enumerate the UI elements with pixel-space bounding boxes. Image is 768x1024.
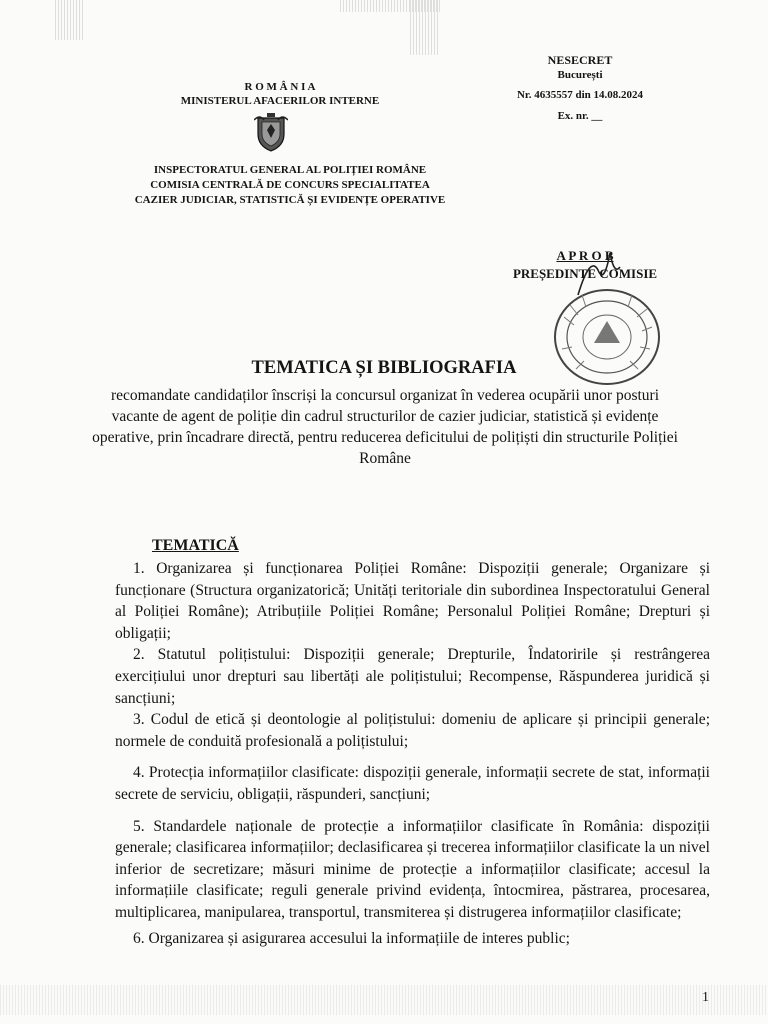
approval-label: A P R O B [556,248,614,263]
scan-artifact [0,985,768,1015]
institution-line: COMISIA CENTRALĂ DE CONCURS SPECIALITATEA [150,179,430,191]
scan-artifact [55,0,85,40]
institution-line: CAZIER JUDICIAR, STATISTICĂ ȘI EVIDENȚE OPERATIVE [134,194,446,206]
country-name: R O M Â N I A [244,81,316,93]
list-item: 6. Organizarea și asigurarea accesului la informațiile de interes public; [133,929,570,947]
registration-number: Nr. 4635557 din 14.08.2024 [516,89,644,101]
list-item: 3. Codul de etică și deontologie al polițistului: domeniu de aplicare și principii generale; normele de conduită profesională a polițistului; [115,711,710,750]
classification-label: NESECRET [547,53,613,67]
institution-block [60,163,520,208]
scan-artifact [340,0,440,12]
document-subtitle: recomandate candidaților înscriși la concursul organizat în vederea ocupării unor posturi vacante de agent de poliție din cadrul structurilor de cazier judiciar, statistică și evidențe operative, prin încadrare directă, pentru reducerea deficitului de polițiști din structurile Poliției Române [92,387,678,467]
list-item: 5. Standardele naționale de protecție a informațiilor clasificate în România: dispoziții generale; clasificarea informațiilor; declasificarea și trecerea informațiilor clasificate la un nivel inferior de secretizare; măsuri minime de protecție a informațiilor clasificate; accesul la informațiile clasificate; reguli generale privind evidența, întocmirea, păstrarea, procesarea, multiplicarea, manipularea, transportul, transmiterea și distrugerea informațiilor clasificate; [115,817,710,921]
copy-number: Ex. nr. __ [557,110,603,122]
list-item: 1. Organizarea și funcționarea Poliției Române: Dispoziții generale; Organizare și funcționare (Structura organizatorică; Unități teritoriale din subordinea Inspectoratului General al Poliției Române); Atribuțiile Poliției Române; Personalul Poliției Române; Drepturi și obligații; [115,560,710,642]
header-left [100,80,460,108]
page-number: 1 [702,990,709,1005]
document-title: TEMATICA ȘI BIBLIOGRAFIA [251,358,517,378]
header-right [480,52,680,125]
ministry-name: MINISTERUL AFACERILOR INTERNE [180,95,380,107]
list-item: 2. Statutul polițistului: Dispoziții generale; Drepturile, Îndatoririle și restrângerea exercițiului unor drepturi sau libertăți ale polițistului; Recompense, Răspunderea juridică și sancțiuni; [115,646,710,707]
city-label: București [557,69,603,81]
coat-of-arms-icon [254,112,288,157]
institution-line: INSPECTORATUL GENERAL AL POLIȚIEI ROMÂNE [153,164,427,176]
approval-role: PREȘEDINTE COMISIE [512,266,658,281]
list-item: 4. Protecția informațiilor clasificate: dispoziții generale, informații secrete de stat, informații secrete de serviciu, obligații, răspunderi, sancțiuni; [115,764,710,803]
section-heading: TEMATICĂ [152,537,239,554]
topics-list [115,558,710,959]
